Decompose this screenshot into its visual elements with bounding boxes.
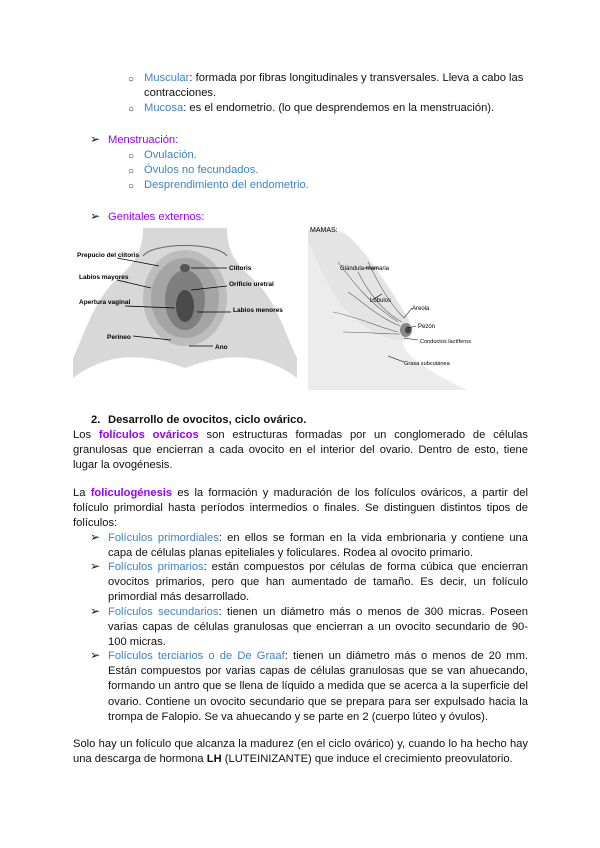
label-pezon: Pezón [418, 324, 436, 330]
arrow-bullet-icon: ➢ [90, 604, 101, 618]
label-labios-menores: Labios menores [233, 307, 283, 314]
circle-bullet-icon: ○ [128, 74, 135, 85]
label-glandula: Glándula mamaria [340, 266, 390, 272]
term-lh: LH [206, 753, 222, 766]
label-conductos: Conductos lactíferos [420, 339, 471, 345]
layer-text: es el endometrio. (lo que desprendemos en la menstruación). [186, 102, 495, 114]
label-orificio: Orificio uretral [229, 281, 274, 288]
layer-item-mucosa: Mucosa: es el endometrio. (lo que desprendemos en la menstruación). [144, 102, 495, 114]
genitales-heading: Genitales externos: [108, 211, 205, 223]
circle-bullet-icon: ○ [128, 104, 135, 115]
arrow-bullet-icon: ➢ [90, 648, 101, 662]
circle-bullet-icon: ○ [128, 166, 135, 177]
layer-term: Muscular [144, 72, 190, 84]
label-ano: Ano [215, 344, 228, 351]
layer-text-cont: contracciones. [144, 87, 217, 100]
follicle-term: Folículos secundarios [108, 606, 219, 618]
mamas-title: MAMAS: [310, 227, 338, 234]
list-item-primarios: Folículos primarios: están compuestos por células de forma cúbica que encierran ovocitos primarios, pero que han aumentado de tamaño. Es decir, un folículo primordial más desarrollado. [108, 561, 528, 604]
list-item-primordiales: Folículos primordiales: en ellos se forman en la vida embrionaria y contiene una capa de células planas epiteliales y foliculares. Rodea al ovocito primario. [108, 532, 528, 560]
arrow-bullet-icon: ➢ [90, 530, 101, 544]
menstruacion-heading: Menstruación: [108, 134, 179, 146]
label-clitoris: Clítoris [229, 265, 252, 272]
label-apertura: Apertura vaginal [79, 299, 131, 306]
layer-term: Mucosa [144, 102, 184, 114]
paragraph-foliculogenesis: La foliculogénesis es la formación y maduración de los folículos ováricos, a partir del folículo primordial hasta períodos intermedios o finales. Se distinguen distintos tipos de folículos: [73, 487, 528, 530]
term-foliculos-ovaricos: folículos ováricos [98, 429, 199, 441]
menstruacion-item: Óvulos no fecundados. [144, 164, 259, 176]
figure-external-genitalia [73, 228, 297, 388]
layer-item-muscular: Muscular: formada por fibras longitudinales y transversales. Lleva a cabo las contracciones. [144, 72, 524, 100]
menstruacion-item: Ovulación. [144, 149, 197, 161]
follicle-term: Folículos primordiales [108, 532, 219, 544]
circle-bullet-icon: ○ [128, 181, 135, 192]
paragraph-final: Solo hay un folículo que alcanza la madurez (en el ciclo ovárico) y, cuando lo ha hecho hay una descarga de hormona LH (LUTEINIZANTE) que induce el crecimiento preovulatorio. [73, 738, 528, 766]
section-number: 2. [91, 414, 101, 426]
paragraph-foliculos: Los folículos ováricos son estructuras formadas por un conglomerado de células granulosas que encierran a cada ovocito en el interior del ovario. Dentro de esto, tiene lugar la ovogénesis. [73, 429, 528, 472]
arrow-bullet-icon: ➢ [90, 559, 101, 573]
arrow-bullet-icon: ➢ [90, 132, 101, 146]
figure-mamas [308, 222, 482, 390]
label-grasa: Grasa subcutánea [404, 361, 450, 367]
label-prepucio: Prepucio del clítoris [77, 252, 140, 259]
list-item-secundarios: Folículos secundarios: tienen un diámetro más o menos de 300 micras. Poseen varias capas de células granulosas que encierran a un ovocito secundario de 90-100 micras. [108, 606, 528, 649]
circle-bullet-icon: ○ [128, 151, 135, 162]
follicle-term: Folículos primarios [108, 561, 204, 573]
term-foliculogenesis: foliculogénesis [90, 487, 173, 499]
label-areola: Areola [412, 306, 430, 312]
follicle-term: Folículos terciarios o de De Graaf [108, 650, 285, 662]
arrow-bullet-icon: ➢ [90, 209, 101, 223]
label-lobulos: Lóbulos [370, 298, 392, 304]
list-item-terciarios: Folículos terciarios o de De Graaf: tienen un diámetro más o menos de 20 mm. Están compuestos por varias capas de células granulosas que se van ahuecando, formando un antro que se llena de líquido a medida que se acerca a la superficie del ovario. Contiene un ovocito secundario que se prepara para ser expulsado hacia la trompa de Falopio. Se va ahuecando y se parte en 2 (cuerpo lúteo y óvulos). [108, 650, 528, 723]
layer-text: formada por fibras longitudinales y transversales. Lleva a cabo las [192, 72, 524, 84]
menstruacion-item: Desprendimiento del endometrio. [144, 179, 309, 191]
section-title: Desarrollo de ovocitos, ciclo ovárico. [108, 414, 307, 426]
label-labios-mayores: Labios mayores [79, 274, 129, 281]
label-perineo: Perineo [107, 334, 131, 341]
